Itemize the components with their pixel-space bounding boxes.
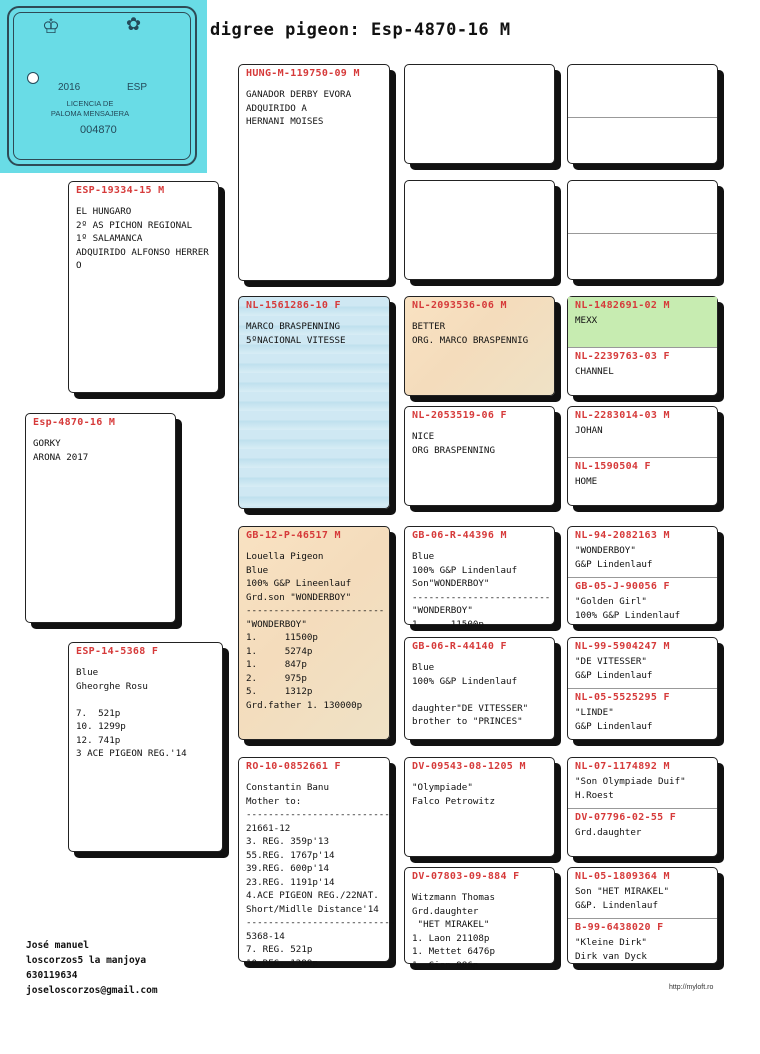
ring-number: NL-1561286-10 F <box>246 300 341 311</box>
card-text: NICE ORG BRASPENNING <box>412 431 495 456</box>
pedigree-card-pair <box>567 406 718 506</box>
license-number: 004870 <box>80 124 117 136</box>
card-text: JOHAN <box>575 425 603 436</box>
card-text: MARCO BRASPENNING 5ºNACIONAL VITESSE <box>246 321 346 346</box>
ring-number: HUNG-M-119750-09 M <box>246 68 360 79</box>
pedigree-card-dam-dam-dam <box>404 867 555 971</box>
license-country: ESP <box>127 82 148 93</box>
card-text: "DE VITESSER" G&P Lindenlauf <box>575 656 653 681</box>
card-text: Blue Gheorghe Rosu 7. 521p 10. 1299p 12. 741p 3 ACE PIGEON REG.'14 <box>76 667 187 759</box>
pedigree-card-dam-sire-dam <box>404 637 555 740</box>
ring-number: NL-07-1174892 M <box>575 761 670 772</box>
card-text: "LINDE" G&P Lindenlauf <box>575 707 653 732</box>
pedigree-card-empty <box>567 180 718 280</box>
pedigree-card-dam <box>68 642 223 852</box>
ring-number: GB-05-J-90056 F <box>575 581 670 592</box>
pedigree-card-sire <box>68 181 219 393</box>
card-text: "Golden Girl" 100% G&P Lindenlauf <box>575 596 681 621</box>
ring-number: ESP-19334-15 M <box>76 185 165 196</box>
pedigree-card-sire-dam-dam <box>404 406 555 506</box>
card-text: MEXX <box>575 315 598 326</box>
pedigree-card-pair <box>567 296 718 396</box>
card-text: EL HUNGARO 2º AS PICHON REGIONAL 1º SALAMANCA ADQUIRIDO ALFONSO HERRER O <box>76 206 209 271</box>
license-inner-frame <box>13 12 191 160</box>
pedigree-card-dam-dam-sire <box>404 757 555 857</box>
card-text: "WONDERBOY" G&P Lindenlauf <box>575 545 653 570</box>
page-title: digree pigeon: Esp-4870-16 M <box>210 20 511 40</box>
pedigree-card-subject <box>25 413 176 623</box>
pedigree-card-pair <box>567 867 718 964</box>
card-text: HOME <box>575 476 598 487</box>
card-text: GORKY ARONA 2017 <box>33 438 89 463</box>
license-hole-icon <box>27 72 39 84</box>
license-tag <box>0 0 207 173</box>
ring-number: RO-10-0852661 F <box>246 761 341 772</box>
ring-number: B-99-6438020 F <box>575 922 664 933</box>
ring-number: GB-06-R-44396 M <box>412 530 507 541</box>
ring-number: NL-2053519-06 F <box>412 410 507 421</box>
license-year: 2016 <box>58 82 81 93</box>
ring-number: DV-07796-02-55 F <box>575 812 677 823</box>
owner-contact: José manuel loscorzos5 la manjoya 630119634 joseloscorzos@gmail.com <box>26 940 158 996</box>
ring-number: ESP-14-5368 F <box>76 646 159 657</box>
ring-number: DV-09543-08-1205 M <box>412 761 526 772</box>
ring-number: NL-2093536-06 M <box>412 300 507 311</box>
card-text: Blue 100% G&P Lindenlauf daughter"DE VITESSER" brother to "PRINCES" <box>412 662 529 727</box>
card-text: "Kleine Dirk" Dirk van Dyck <box>575 937 647 962</box>
ring-number: GB-12-P-46517 M <box>246 530 341 541</box>
card-text: Constantin Banu Mother to: --------------------------- 21661-12 3. REG. 359p'13 55.REG. 1767p'14 39.REG. 600p'14 23.REG. 1191p'14 4.ACE PIGEON REG./22NAT. Short/Midlle Distance'14 --------------------------- 5368-14 7. REG. 521p 10 REG. 1299p <box>246 782 396 969</box>
card-text: CHANNEL <box>575 366 614 377</box>
ring-number: NL-05-5525295 F <box>575 692 670 703</box>
card-text: Louella Pigeon Blue 100% G&P Lineenlauf Grd.son "WONDERBOY" ------------------------- "WONDERBOY" 1. 11500p 1. 5274p 1. 847p 2. 975p 5. 1312p Grd.father 1. 130000p <box>246 551 385 711</box>
ring-number: NL-1482691-02 M <box>575 300 670 311</box>
ring-number: Esp-4870-16 M <box>33 417 116 428</box>
license-line1: LICENCIA DE <box>66 99 114 108</box>
card-text: BETTER ORG. MARCO BRASPENNIG <box>412 321 529 346</box>
card-text: Witzmann Thomas Grd.daughter "HET MIRAKEL" 1. Laon 21108p 1. Mettet 6476p 1. Gien 986p <box>412 892 495 971</box>
ring-number: DV-07803-09-884 F <box>412 871 520 882</box>
pedigree-card-sire-dam <box>238 296 390 509</box>
ring-number: NL-99-5904247 M <box>575 641 670 652</box>
ring-number: NL-05-1809364 M <box>575 871 670 882</box>
pedigree-card-pair <box>567 757 718 857</box>
pedigree-card-dam-sire-sire <box>404 526 555 630</box>
pedigree-card-empty <box>567 64 718 164</box>
card-text: Blue 100% G&P Lindenlauf Son"WONDERBOY" ------------------------- "WONDERBOY" 1. 11500p <box>412 551 551 630</box>
pedigree-card-dam-sire <box>238 526 390 740</box>
ring-number: NL-94-2082163 M <box>575 530 670 541</box>
license-emblem-icon: ♔ <box>42 16 60 38</box>
pedigree-card-sire-sire <box>238 64 390 281</box>
card-text: Grd.daughter <box>575 827 642 838</box>
license-line2: PALOMA MENSAJERA <box>50 109 130 118</box>
ring-number: NL-1590504 F <box>575 461 651 472</box>
pedigree-card-dam-dam <box>238 757 396 969</box>
card-text: GANADOR DERBY EVORA ADQUIRIDO A HERNANI MOISES <box>246 89 352 127</box>
card-text: Son "HET MIRAKEL" G&P. Lindenlauf <box>575 886 670 911</box>
pedigree-card-sire-dam-sire <box>404 296 555 396</box>
dove-icon: ✿ <box>126 14 142 34</box>
ring-number: NL-2283014-03 M <box>575 410 670 421</box>
watermark-link[interactable]: http://myloft.ro <box>669 984 714 991</box>
pedigree-card-empty <box>404 64 555 164</box>
pedigree-card-pair <box>567 526 718 625</box>
pedigree-card-empty <box>404 180 555 280</box>
ring-number: GB-06-R-44140 F <box>412 641 507 652</box>
pedigree-card-pair <box>567 637 718 740</box>
card-text: "Olympiade" Falco Petrowitz <box>412 782 495 807</box>
ring-number: NL-2239763-03 F <box>575 351 670 362</box>
card-text: "Son Olympiade Duif" H.Roest <box>575 776 686 801</box>
